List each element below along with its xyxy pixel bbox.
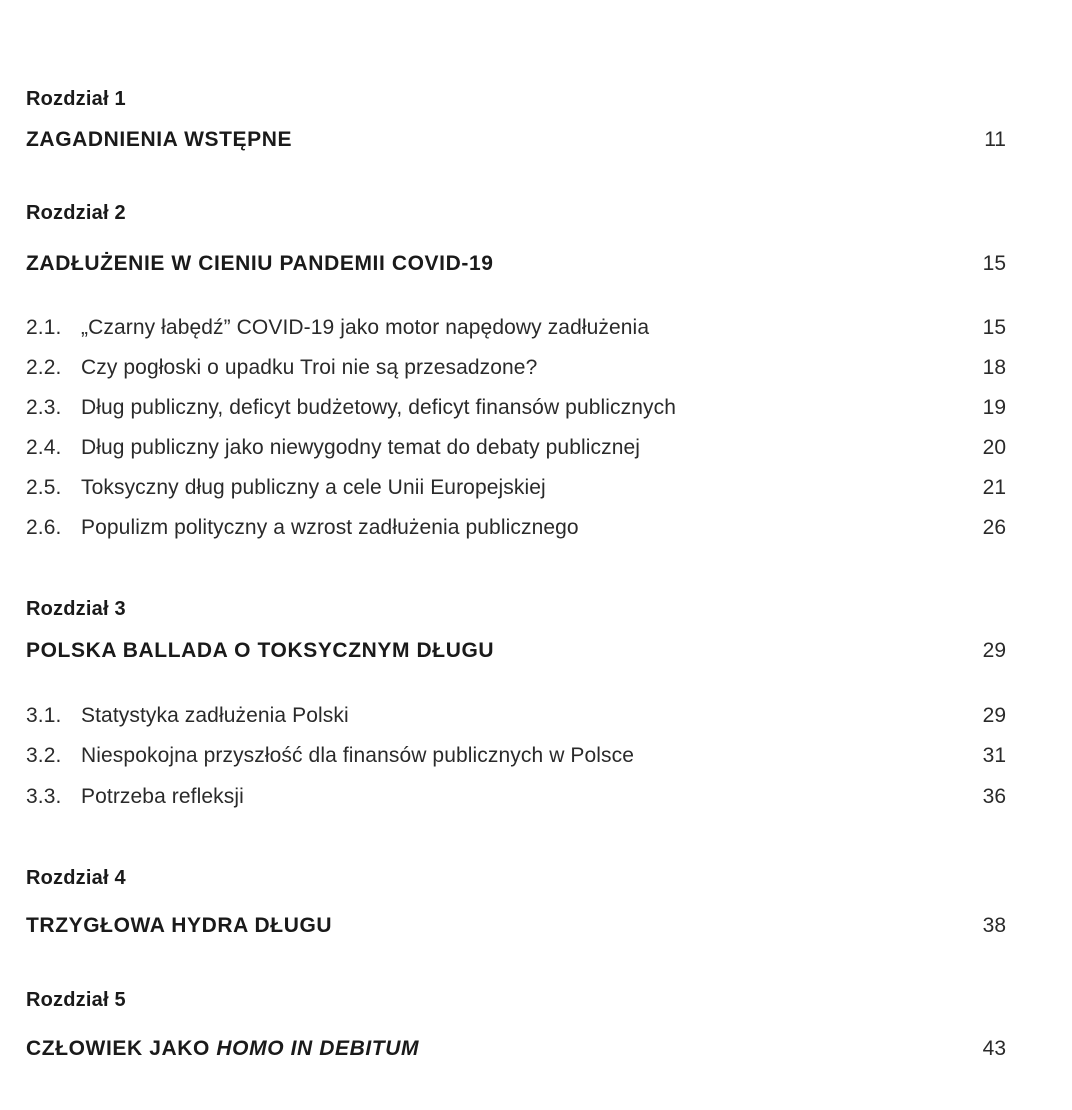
chapter-1-label: Rozdział 1 [26,87,126,110]
chapter-4-label: Rozdział 4 [26,866,126,889]
section-2-2-number: 2.2. [26,356,62,379]
chapter-3-page: 29 [982,639,1006,662]
chapter-4-title: TRZYGŁOWA HYDRA DŁUGU [26,914,333,937]
section-3-2[interactable] [26,741,1006,771]
chapter-3-title: POLSKA BALLADA O TOKSYCZNYM DŁUGU [26,639,495,662]
section-2-6[interactable] [26,513,1006,543]
chapter-4-page: 38 [982,914,1006,937]
section-2-5[interactable] [26,473,1006,503]
chapter-5-title-italic: HOMO IN DEBITUM [216,1037,420,1060]
section-3-1-title: Statystyka zadłużenia Polski [81,704,349,727]
section-2-2-page: 18 [982,356,1006,379]
chapter-1-page: 11 [984,128,1006,151]
chapter-2-heading[interactable] [26,249,1006,279]
section-2-1[interactable] [26,313,1006,343]
section-2-1-number: 2.1. [26,316,62,339]
section-3-3-page: 36 [982,785,1006,808]
section-2-5-page: 21 [982,476,1006,499]
section-2-3-page: 19 [982,396,1006,419]
chapter-2-title: ZADŁUŻENIE W CIENIU PANDEMII COVID-19 [26,252,494,275]
section-3-3[interactable] [26,782,1006,812]
section-2-5-number: 2.5. [26,476,62,499]
section-2-6-number: 2.6. [26,516,62,539]
chapter-1-heading[interactable] [26,125,1006,155]
section-2-4[interactable] [26,433,1006,463]
section-2-4-number: 2.4. [26,436,62,459]
chapter-2-page: 15 [982,252,1006,275]
chapter-3-label: Rozdział 3 [26,597,126,620]
section-3-1[interactable] [26,701,1006,731]
section-2-2[interactable] [26,353,1006,383]
chapter-1-title: ZAGADNIENIA WSTĘPNE [26,128,293,151]
chapter-5-page: 43 [982,1037,1006,1060]
chapter-5-title [26,1037,419,1061]
section-3-3-number: 3.3. [26,785,62,808]
section-3-2-page: 31 [982,744,1006,767]
section-2-3[interactable] [26,393,1006,423]
section-3-1-page: 29 [982,704,1006,727]
section-2-4-page: 20 [982,436,1006,459]
chapter-3-heading[interactable] [26,636,1006,666]
section-2-3-title: Dług publiczny, deficyt budżetowy, deficyt finansów publicznych [81,396,676,419]
chapter-5-title-plain: CZŁOWIEK JAKO [26,1037,217,1060]
section-2-1-title: „Czarny łabędź” COVID-19 jako motor napędowy zadłużenia [81,316,650,339]
section-3-2-title: Niespokojna przyszłość dla finansów publicznych w Polsce [81,744,635,767]
section-2-3-number: 2.3. [26,396,62,419]
section-3-2-number: 3.2. [26,744,62,767]
section-2-6-page: 26 [982,516,1006,539]
section-2-5-title: Toksyczny dług publiczny a cele Unii Europejskiej [81,476,546,499]
chapter-5-heading[interactable] [26,1034,1006,1064]
section-2-6-title: Populizm polityczny a wzrost zadłużenia publicznego [81,516,579,539]
chapter-5-label: Rozdział 5 [26,988,126,1011]
section-2-2-title: Czy pogłoski o upadku Troi nie są przesadzone? [81,356,538,379]
chapter-4-heading[interactable] [26,911,1006,941]
section-2-1-page: 15 [982,316,1006,339]
section-2-4-title: Dług publiczny jako niewygodny temat do debaty publicznej [81,436,641,459]
section-3-1-number: 3.1. [26,704,62,727]
chapter-2-label: Rozdział 2 [26,201,126,224]
section-3-3-title: Potrzeba refleksji [81,785,244,808]
